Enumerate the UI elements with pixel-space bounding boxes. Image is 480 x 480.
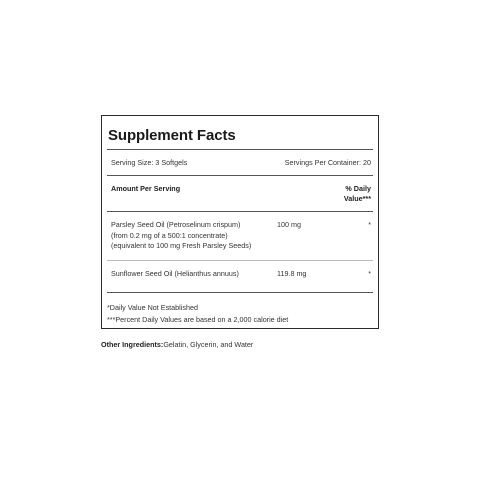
other-ingredients-value: Gelatin, Glycerin, and Water [163,340,254,349]
ingredient-detail-line: (equivalent to 100 mg Fresh Parsley Seeds) [111,241,252,250]
row-divider [107,260,373,261]
ingredient-daily-value: * [368,220,371,229]
footnote-divider [107,292,373,293]
serving-size: Serving Size: 3 Softgels [111,158,188,167]
daily-value-header-line1: % Daily [345,184,371,193]
amount-per-serving-header: Amount Per Serving [111,184,181,193]
ingredient-name-line: Sunflower Seed Oil (Helianthus annuus) [111,269,239,278]
footnote: *Daily Value Not Established [107,303,198,312]
ingredient-daily-value: * [368,269,371,278]
ingredient-detail-line: (from 0.2 mg of a 500:1 concentrate) [111,230,228,240]
ingredient-amount: 100 mg [277,220,301,229]
serving-divider [107,175,373,176]
footnote: ***Percent Daily Values are based on a 2,000 calorie diet [107,315,289,324]
ingredient-name-line: Parsley Seed Oil (Petroselinum crispum) [111,220,241,229]
daily-value-header-line2: Value*** [343,194,371,203]
header-divider [107,211,373,212]
ingredient-amount: 119.8 mg [277,269,307,278]
supplement-facts-panel [101,115,379,329]
other-ingredients-label: Other Ingredients: [101,340,164,349]
other-ingredients [101,340,253,349]
servings-per-container: Servings Per Container: 20 [284,158,371,167]
panel-title: Supplement Facts [108,127,236,144]
title-divider [107,149,373,150]
